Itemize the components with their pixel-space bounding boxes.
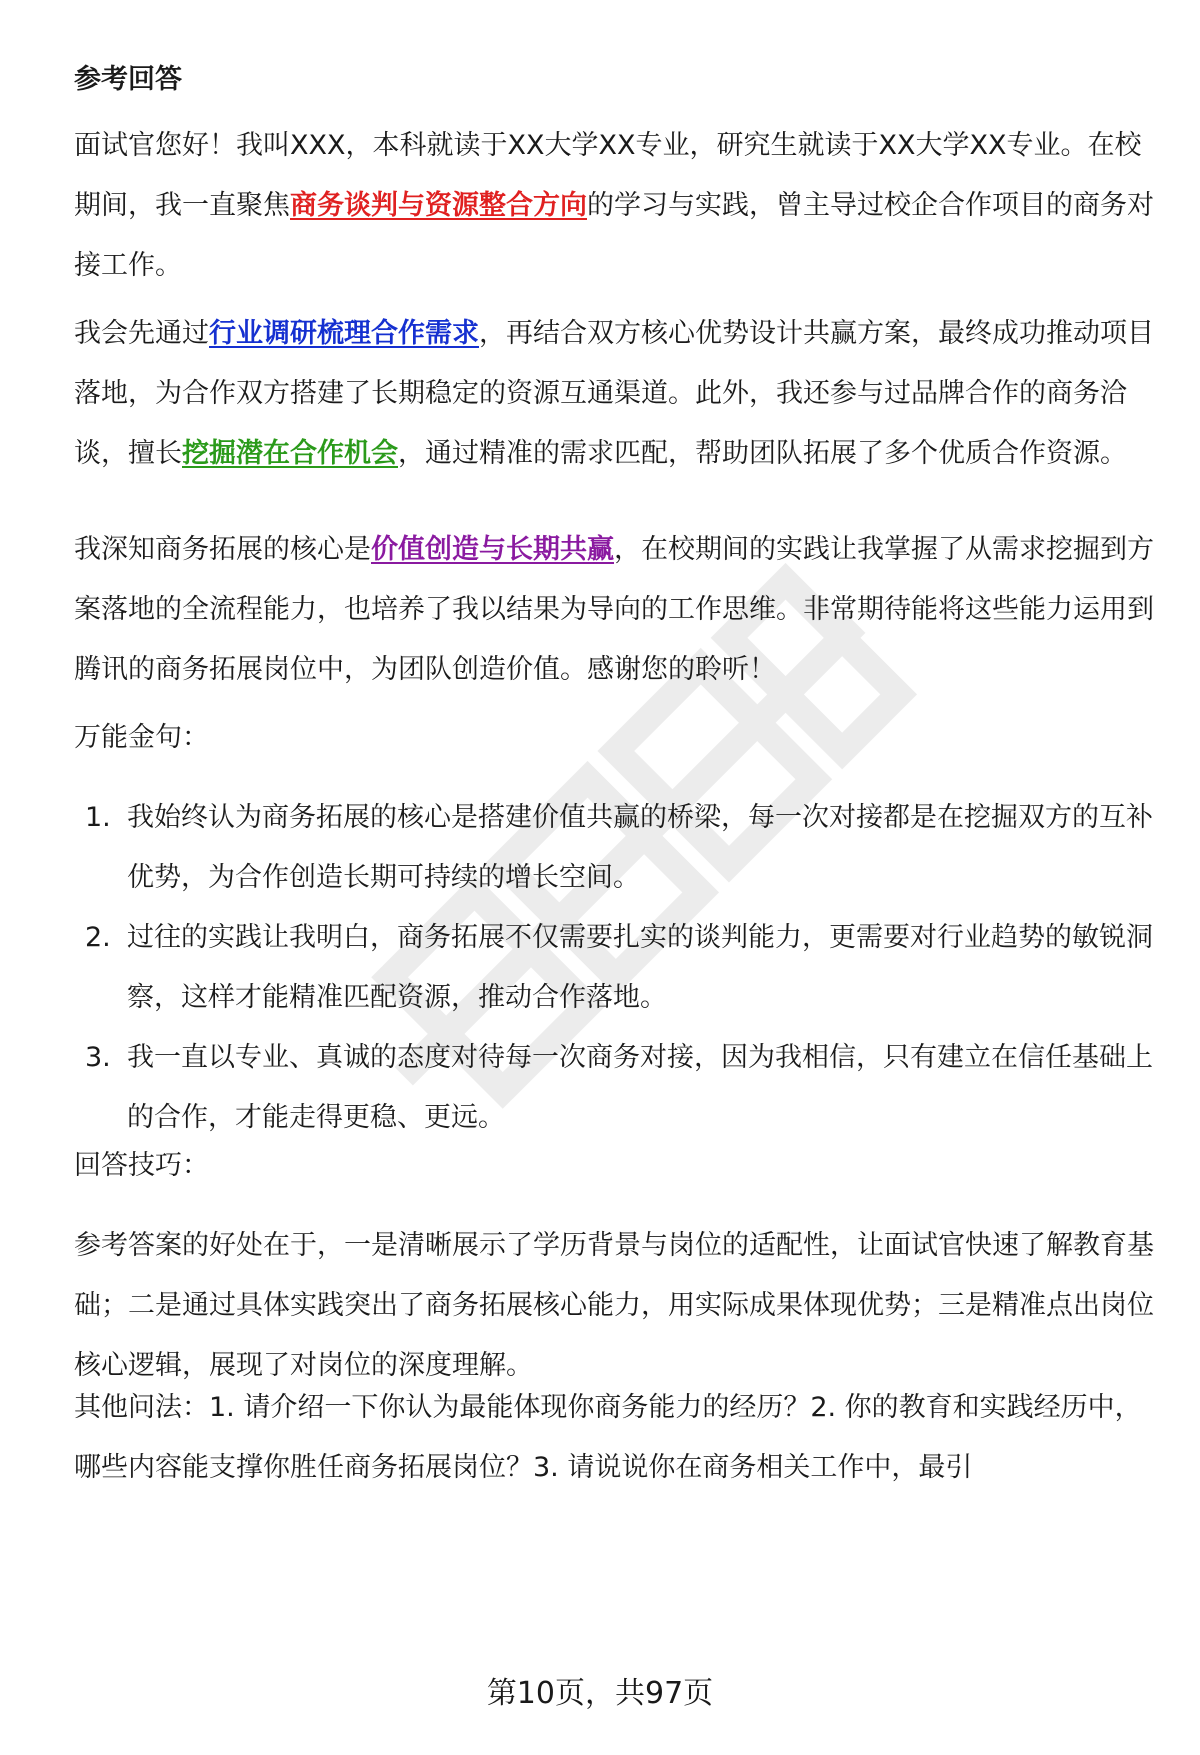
- experience-highlight-2: 挖掘潜在合作机会: [182, 438, 398, 469]
- list-item-number: 3.: [85, 1042, 111, 1073]
- closing-text-1: 我深知商务拓展的核心是: [74, 534, 371, 565]
- intro-paragraph: [74, 116, 1154, 296]
- list-item-text: 过往的实践让我明白，商务拓展不仅需要扎实的谈判能力，更需要对行业趋势的敏锐洞察，这样才能精准匹配资源，推动合作落地。: [127, 922, 1153, 1013]
- experience-text-1: 我会先通过: [74, 318, 209, 349]
- closing-text-2: ，在校期间的实践让我掌握了从需求挖掘到方案落地的全流程能力，也培养了我以结果为导向的工作思维。非常期待能将这些能力运用到腾讯的商务拓展岗位中，为团队创造价值。感谢您的聆听！: [74, 534, 1154, 685]
- experience-paragraph: [74, 304, 1154, 484]
- list-item: [74, 788, 1154, 908]
- list-item-number: 2.: [85, 922, 111, 953]
- intro-text-1: 面试官您好！我叫XXX，本科就读于XX大学XX专业，研究生就读于XX大学XX专业。在校期间，我一直聚焦: [74, 130, 1142, 221]
- experience-highlight-1: 行业调研梳理合作需求: [209, 318, 479, 349]
- closing-highlight: 价值创造与长期共赢: [371, 534, 614, 565]
- list-item: [74, 1028, 1154, 1148]
- golden-sentences-list: [74, 788, 1154, 1148]
- section-heading-reference-answer: 参考回答: [74, 64, 182, 95]
- list-item-number: 1.: [85, 802, 111, 833]
- page-number: 第10页，共97页: [486, 1676, 714, 1711]
- intro-text-2: 的学习与实践，曾主导过校企合作项目的商务对接工作。: [74, 190, 1154, 281]
- experience-text-2: ，再结合双方核心优势设计共赢方案，最终成功推动项目落地，为合作双方搭建了长期稳定的资源互通渠道。此外，我还参与过品牌合作的商务洽谈，擅长: [74, 318, 1154, 469]
- answer-tips-label: 回答技巧：: [74, 1150, 209, 1181]
- list-item-text: 我始终认为商务拓展的核心是搭建价值共赢的桥梁，每一次对接都是在挖掘双方的互补优势，为合作创造长期可持续的增长空间。: [127, 802, 1153, 893]
- other-questions-paragraph: 其他问法：1. 请介绍一下你认为最能体现你商务能力的经历？2. 你的教育和实践经历中，哪些内容能支撑你胜任商务拓展岗位？3. 请说说你在商务相关工作中，最引: [74, 1392, 1142, 1483]
- closing-paragraph: [74, 520, 1154, 700]
- golden-sentences-label: 万能金句：: [74, 722, 209, 753]
- answer-tips-paragraph: 参考答案的好处在于，一是清晰展示了学历背景与岗位的适配性，让面试官快速了解教育基础；二是通过具体实践突出了商务拓展核心能力，用实际成果体现优势；三是精准点出岗位核心逻辑，展现了对岗位的深度理解。: [74, 1230, 1154, 1381]
- intro-highlight: 商务谈判与资源整合方向: [290, 190, 587, 221]
- list-item-text: 我一直以专业、真诚的态度对待每一次商务对接，因为我相信，只有建立在信任基础上的合作，才能走得更稳、更远。: [127, 1042, 1153, 1133]
- list-item: [74, 908, 1154, 1028]
- experience-text-3: ，通过精准的需求匹配，帮助团队拓展了多个优质合作资源。: [398, 438, 1127, 469]
